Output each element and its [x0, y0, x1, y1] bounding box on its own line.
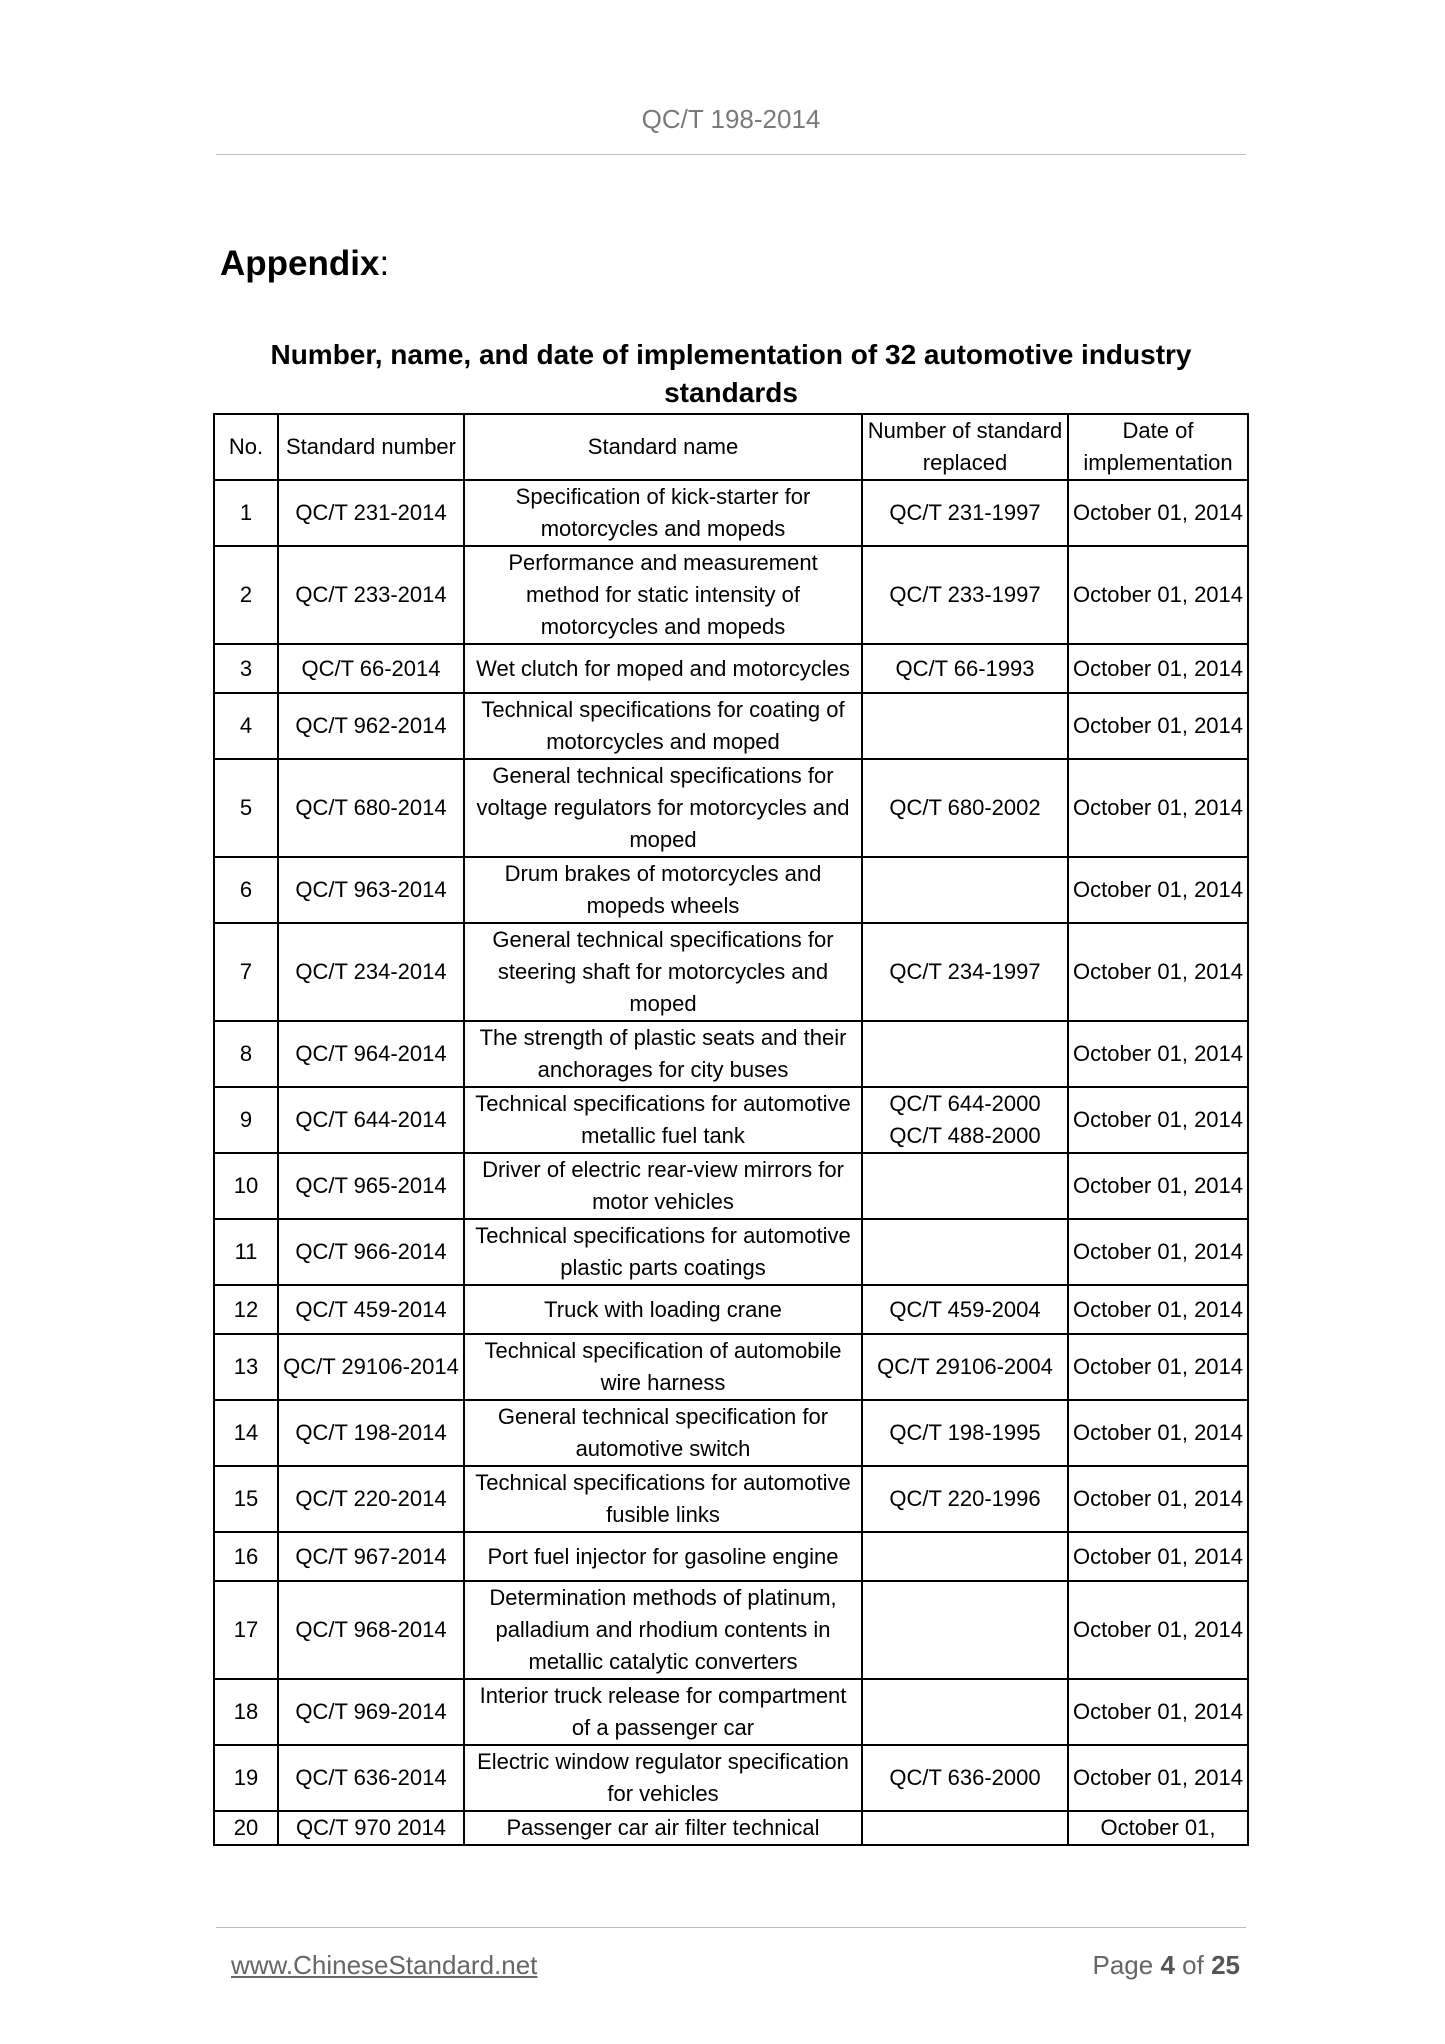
cell-replaced: [862, 1153, 1068, 1219]
cell-standard-name: General technical specifications for steering shaft for motorcycles and moped: [464, 923, 862, 1021]
cell-standard-name: Truck with loading crane: [464, 1285, 862, 1334]
cell-standard-number: QC/T 636-2014: [278, 1745, 464, 1811]
cell-standard-name: Performance and measurement method for static intensity of motorcycles and mopeds: [464, 546, 862, 644]
table-title: Number, name, and date of implementation of 32 automotive industry standards: [270, 339, 1192, 408]
cell-standard-number: QC/T 198-2014: [278, 1400, 464, 1466]
cell-no: 3: [214, 644, 278, 693]
cell-standard-number: QC/T 968-2014: [278, 1581, 464, 1679]
cell-standard-name: Electric window regulator specification for vehicles: [464, 1745, 862, 1811]
cell-replaced: [862, 1219, 1068, 1285]
cell-standard-name: Technical specifications for automotive plastic parts coatings: [464, 1219, 862, 1285]
cell-replaced: QC/T 459-2004: [862, 1285, 1068, 1334]
cell-date: October 01, 2014: [1068, 546, 1248, 644]
cell-standard-number: QC/T 680-2014: [278, 759, 464, 857]
cell-date: October 01, 2014: [1068, 1679, 1248, 1745]
cell-replaced: QC/T 198-1995: [862, 1400, 1068, 1466]
table-row: [214, 1021, 1248, 1087]
cell-date: October 01, 2014: [1068, 1087, 1248, 1153]
cell-standard-name: Technical specifications for automotive metallic fuel tank: [464, 1087, 862, 1153]
table-row: [214, 1745, 1248, 1811]
table-row: [214, 1466, 1248, 1532]
cell-no: 4: [214, 693, 278, 759]
table-row: [214, 693, 1248, 759]
cell-replaced: QC/T 234-1997: [862, 923, 1068, 1021]
cell-date: October 01, 2014: [1068, 693, 1248, 759]
cell-no: 20: [214, 1811, 278, 1845]
cell-standard-name: Interior truck release for compartment of a passenger car: [464, 1679, 862, 1745]
cell-standard-name: Technical specifications for coating of motorcycles and moped: [464, 693, 862, 759]
cell-date: October 01, 2014: [1068, 1581, 1248, 1679]
cell-no: 5: [214, 759, 278, 857]
cell-replaced: [862, 693, 1068, 759]
cell-replaced: QC/T 231-1997: [862, 480, 1068, 546]
cell-no: 7: [214, 923, 278, 1021]
cell-standard-name: Passenger car air filter technical: [464, 1811, 862, 1845]
cell-replaced: [862, 857, 1068, 923]
cell-standard-number: QC/T 969-2014: [278, 1679, 464, 1745]
table-header-row: [214, 414, 1248, 480]
cell-date: October 01, 2014: [1068, 1532, 1248, 1581]
cell-replaced: [862, 1679, 1068, 1745]
cell-replaced: QC/T 66-1993: [862, 644, 1068, 693]
cell-date: October 01, 2014: [1068, 923, 1248, 1021]
cell-no: 9: [214, 1087, 278, 1153]
cell-no: 11: [214, 1219, 278, 1285]
table-row: [214, 1219, 1248, 1285]
cell-no: 14: [214, 1400, 278, 1466]
cell-standard-name: Determination methods of platinum, palladium and rhodium contents in metallic catalytic converters: [464, 1581, 862, 1679]
cell-date: October 01, 2014: [1068, 1466, 1248, 1532]
table-row: [214, 759, 1248, 857]
cell-no: 12: [214, 1285, 278, 1334]
cell-standard-number: QC/T 963-2014: [278, 857, 464, 923]
cell-no: 8: [214, 1021, 278, 1087]
table-row: [214, 1532, 1248, 1581]
table-row: [214, 1581, 1248, 1679]
page-header-title: QC/T 198-2014: [641, 104, 821, 134]
page-of: of: [1182, 1950, 1204, 1980]
cell-standard-number: QC/T 970 2014: [278, 1811, 464, 1845]
cell-standard-number: QC/T 964-2014: [278, 1021, 464, 1087]
cell-no: 10: [214, 1153, 278, 1219]
cell-standard-name: General technical specifications for voltage regulators for motorcycles and moped: [464, 759, 862, 857]
cell-date: October 01, 2014: [1068, 1219, 1248, 1285]
footer-website-link[interactable]: www.ChineseStandard.net: [231, 1950, 538, 1980]
cell-standard-name: Drum brakes of motorcycles and mopeds wheels: [464, 857, 862, 923]
cell-date: October 01, 2014: [1068, 1334, 1248, 1400]
header-standard-name: Standard name: [464, 414, 862, 480]
cell-standard-number: QC/T 965-2014: [278, 1153, 464, 1219]
table-row: [214, 857, 1248, 923]
table-row: [214, 1153, 1248, 1219]
table-row: [214, 480, 1248, 546]
cell-standard-number: QC/T 29106-2014: [278, 1334, 464, 1400]
cell-date: October 01, 2014: [1068, 1285, 1248, 1334]
cell-standard-number: QC/T 231-2014: [278, 480, 464, 546]
cell-no: 17: [214, 1581, 278, 1679]
cell-standard-name: Wet clutch for moped and motorcycles: [464, 644, 862, 693]
cell-standard-name: General technical specification for automotive switch: [464, 1400, 862, 1466]
table-row: [214, 1811, 1248, 1845]
cell-date: October 01, 2014: [1068, 1021, 1248, 1087]
header-no: No.: [214, 414, 278, 480]
table-row: [214, 1400, 1248, 1466]
cell-standard-number: QC/T 966-2014: [278, 1219, 464, 1285]
table-row: [214, 923, 1248, 1021]
cell-no: 2: [214, 546, 278, 644]
table-row: [214, 1679, 1248, 1745]
cell-replaced: QC/T 644-2000 QC/T 488-2000: [862, 1087, 1068, 1153]
header-standard-number: Standard number: [278, 414, 464, 480]
cell-replaced: QC/T 29106-2004: [862, 1334, 1068, 1400]
cell-standard-name: Port fuel injector for gasoline engine: [464, 1532, 862, 1581]
cell-no: 6: [214, 857, 278, 923]
cell-standard-name: The strength of plastic seats and their anchorages for city buses: [464, 1021, 862, 1087]
appendix-heading: [220, 244, 389, 284]
header-divider: [216, 154, 1246, 155]
page-total: 25: [1211, 1950, 1240, 1980]
cell-standard-number: QC/T 234-2014: [278, 923, 464, 1021]
page-current: 4: [1160, 1950, 1175, 1980]
cell-date: October 01, 2014: [1068, 1153, 1248, 1219]
cell-standard-name: Technical specification of automobile wire harness: [464, 1334, 862, 1400]
cell-replaced: [862, 1581, 1068, 1679]
cell-standard-name: Technical specifications for automotive fusible links: [464, 1466, 862, 1532]
cell-standard-number: QC/T 66-2014: [278, 644, 464, 693]
cell-no: 15: [214, 1466, 278, 1532]
cell-date: October 01, 2014: [1068, 480, 1248, 546]
cell-date: October 01, 2014: [1068, 857, 1248, 923]
table-row: [214, 1285, 1248, 1334]
header-date: Date of implementation: [1068, 414, 1248, 480]
standards-table: [213, 413, 1249, 1846]
cell-replaced: QC/T 233-1997: [862, 546, 1068, 644]
cell-no: 19: [214, 1745, 278, 1811]
cell-replaced: QC/T 220-1996: [862, 1466, 1068, 1532]
footer-page-number: [1092, 1950, 1240, 1981]
footer-divider: [216, 1927, 1246, 1928]
cell-standard-number: QC/T 459-2014: [278, 1285, 464, 1334]
cell-no: 13: [214, 1334, 278, 1400]
cell-date: October 01, 2014: [1068, 1400, 1248, 1466]
cell-replaced: QC/T 636-2000: [862, 1745, 1068, 1811]
cell-replaced: [862, 1532, 1068, 1581]
cell-replaced: [862, 1811, 1068, 1845]
cell-standard-number: QC/T 644-2014: [278, 1087, 464, 1153]
cell-standard-number: QC/T 962-2014: [278, 693, 464, 759]
cell-date: October 01, 2014: [1068, 759, 1248, 857]
cell-standard-name: Specification of kick-starter for motorcycles and mopeds: [464, 480, 862, 546]
page-prefix: Page: [1092, 1950, 1154, 1980]
appendix-heading-text: Appendix: [220, 244, 380, 283]
cell-no: 1: [214, 480, 278, 546]
cell-date: October 01,: [1068, 1811, 1248, 1845]
cell-replaced: [862, 1021, 1068, 1087]
cell-standard-number: QC/T 233-2014: [278, 546, 464, 644]
table-row: [214, 546, 1248, 644]
table-row: [214, 1087, 1248, 1153]
cell-replaced: QC/T 680-2002: [862, 759, 1068, 857]
cell-standard-number: QC/T 967-2014: [278, 1532, 464, 1581]
cell-standard-number: QC/T 220-2014: [278, 1466, 464, 1532]
cell-no: 16: [214, 1532, 278, 1581]
appendix-colon: :: [379, 244, 390, 283]
cell-date: October 01, 2014: [1068, 644, 1248, 693]
header-replaced: Number of standard replaced: [862, 414, 1068, 480]
table-row: [214, 1334, 1248, 1400]
cell-standard-name: Driver of electric rear-view mirrors for motor vehicles: [464, 1153, 862, 1219]
cell-no: 18: [214, 1679, 278, 1745]
cell-date: October 01, 2014: [1068, 1745, 1248, 1811]
table-row: [214, 644, 1248, 693]
